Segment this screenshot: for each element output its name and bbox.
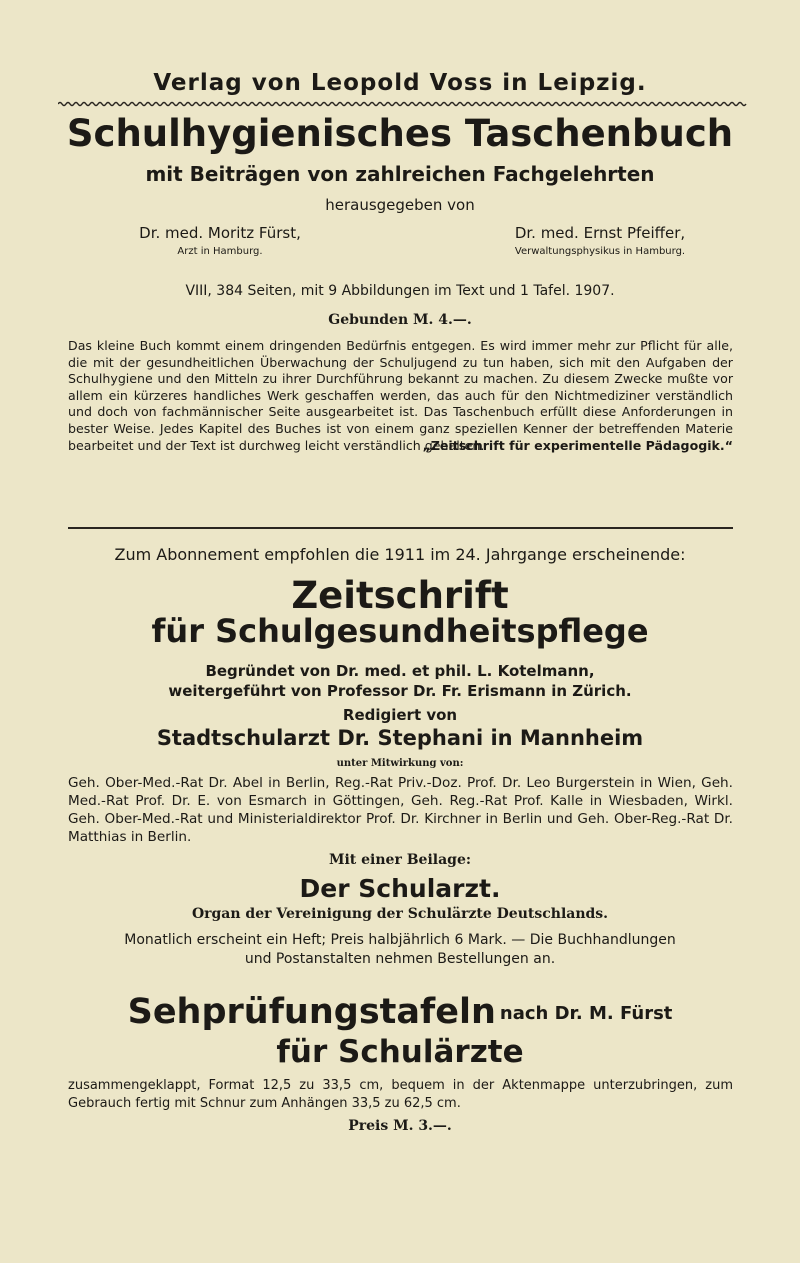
charts-heading (0, 992, 800, 1032)
journal-editor: Stadtschularzt Dr. Stephani in Mannheim (156, 726, 644, 750)
journal-terms-1: Monatlich erscheint ein Heft; Preis halbjährlich 6 Mark. — Die Buchhandlungen (124, 932, 676, 948)
supplement-label: Mit einer Beilage: (328, 852, 472, 868)
editor-1-role: Arzt in Hamburg. (177, 246, 263, 257)
charts-price: Preis M. 3.—. (348, 1118, 452, 1134)
supplement-org: Organ der Vereinigung der Schulärzte Deutschlands. (191, 906, 609, 922)
supplement-title: Der Schularzt. (299, 874, 501, 903)
editor-2-role: Verwaltungsphysikus in Hamburg. (514, 246, 686, 257)
journal-founded: Begründet von Dr. med. et phil. L. Kotelmann, (205, 662, 595, 680)
journal-collab-label: unter Mitwirkung von: (336, 758, 464, 769)
journal-edited-label: Redigiert von (342, 706, 458, 724)
editor-2-name: Dr. med. Ernst Pfeiffer, (514, 224, 686, 242)
editor-2 (450, 224, 750, 257)
editor-1-name: Dr. med. Moritz Fürst, (139, 224, 301, 242)
journal-terms-2: und Postanstalten nehmen Bestellungen an. (244, 951, 556, 967)
wavy-rule (58, 100, 748, 108)
section-divider (68, 527, 733, 529)
charts-title: Sehprüfungstafeln (127, 992, 496, 1032)
book-subtitle: mit Beiträgen von zahlreichen Fachgelehrten (145, 162, 655, 186)
book-title: Schulhygienisches Taschenbuch (66, 112, 734, 155)
book-price: Gebunden M. 4.—. (328, 312, 472, 328)
journal-contributors: Geh. Ober-Med.-Rat Dr. Abel in Berlin, Reg.-Rat Priv.-Doz. Prof. Dr. Leo Burgerstein in Wien, Geh. Med.-Rat Prof. Dr. E. von Esmarch in Göttingen, Geh. Reg.-Rat Prof. Kalle in Wiesbaden, Wirkl. Geh. Ober-Med.-Rat und Ministerialdirektor Prof. Dr. Kirchner in Berlin und Geh. Ober-Reg.-Rat Dr. Matthias in Berlin. (68, 775, 733, 845)
book-review-source: „Zeitschrift für experimentelle Pädagogik.“ (422, 437, 733, 453)
journal-recommendation: Zum Abonnement empfohlen die 1911 im 24. Jahrgange erscheinende: (114, 545, 686, 564)
book-review (68, 338, 733, 454)
book-meta: VIII, 384 Seiten, mit 9 Abbildungen im Text und 1 Tafel. 1907. (185, 283, 615, 299)
journal-title-1: Zeitschrift (291, 574, 509, 617)
editor-1 (70, 224, 370, 257)
book-review-text: Das kleine Buch kommt einem dringenden Bedürfnis entgegen. Es wird immer mehr zur Pflicht für alle, die mit der gesundheitlichen Überwachung der Schuljugend zu tun haben, sich mit den Aufgaben der Schulhygiene und den Mitteln zu ihrer Durchführung bekannt zu machen. Zu diesem Zwecke mußte vor allem ein kürzeres handliches Werk geschaffen werden, das auch für den Nichtmediziner verständlich und doch von fachmännischer Seite ausgearbeitet ist. Das Taschenbuch erfüllt diese Anforderungen in bester Weise. Jedes Kapitel des Buches ist von einem ganz speziellen Kenner der betreffenden Materie bearbeitet und der Text ist durchweg leicht verständlich gehalten. (68, 338, 733, 453)
book-edited-by: herausgegeben von (325, 196, 475, 214)
charts-author: nach Dr. M. Fürst (499, 1003, 673, 1024)
charts-format: zusammengeklappt, Format 12,5 zu 33,5 cm, bequem in der Aktenmappe unterzubringen, zum Gebrauch fertig mit Schnur zum Anhängen 33,5 zu 62,5 cm. (68, 1078, 733, 1111)
journal-continued: weitergeführt von Professor Dr. Fr. Erismann in Zürich. (168, 682, 632, 700)
publisher-line: Verlag von Leopold Voss in Leipzig. (153, 70, 647, 96)
charts-title-2: für Schulärzte (276, 1034, 524, 1070)
journal-title-2: für Schulgesundheitspflege (151, 612, 649, 650)
